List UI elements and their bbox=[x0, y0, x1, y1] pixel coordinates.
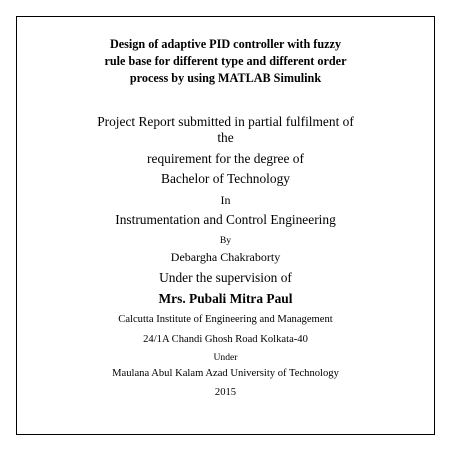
degree-requirement-line: requirement for the degree of bbox=[147, 151, 304, 166]
under-label: Under bbox=[213, 352, 238, 363]
institute-address: 24/1A Chandi Ghosh Road Kolkata-40 bbox=[143, 334, 308, 345]
supervision-label: Under the supervision of bbox=[159, 270, 292, 285]
publication-year: 2015 bbox=[214, 387, 237, 398]
by-label: By bbox=[219, 235, 232, 246]
submission-statement-line-1: Project Report submitted in partial fulfilment of bbox=[97, 114, 354, 129]
author-name: Debargha Chakraborty bbox=[170, 250, 281, 264]
supervisor-name: Mrs. Pubali Mitra Paul bbox=[158, 291, 293, 306]
report-title-line-3: process by using MATLAB Simulink bbox=[129, 71, 322, 85]
in-label: In bbox=[220, 193, 231, 207]
submission-statement-line-2: the bbox=[217, 130, 234, 145]
degree-name: Bachelor of Technology bbox=[161, 171, 290, 186]
discipline-name: Instrumentation and Control Engineering bbox=[115, 212, 336, 227]
report-title-line-2: rule base for different type and different order bbox=[104, 54, 347, 68]
university-name: Maulana Abul Kalam Azad University of Technology bbox=[112, 368, 339, 379]
institute-name: Calcutta Institute of Engineering and Management bbox=[118, 314, 333, 325]
report-title-line-1: Design of adaptive PID controller with fuzzy bbox=[109, 37, 342, 51]
